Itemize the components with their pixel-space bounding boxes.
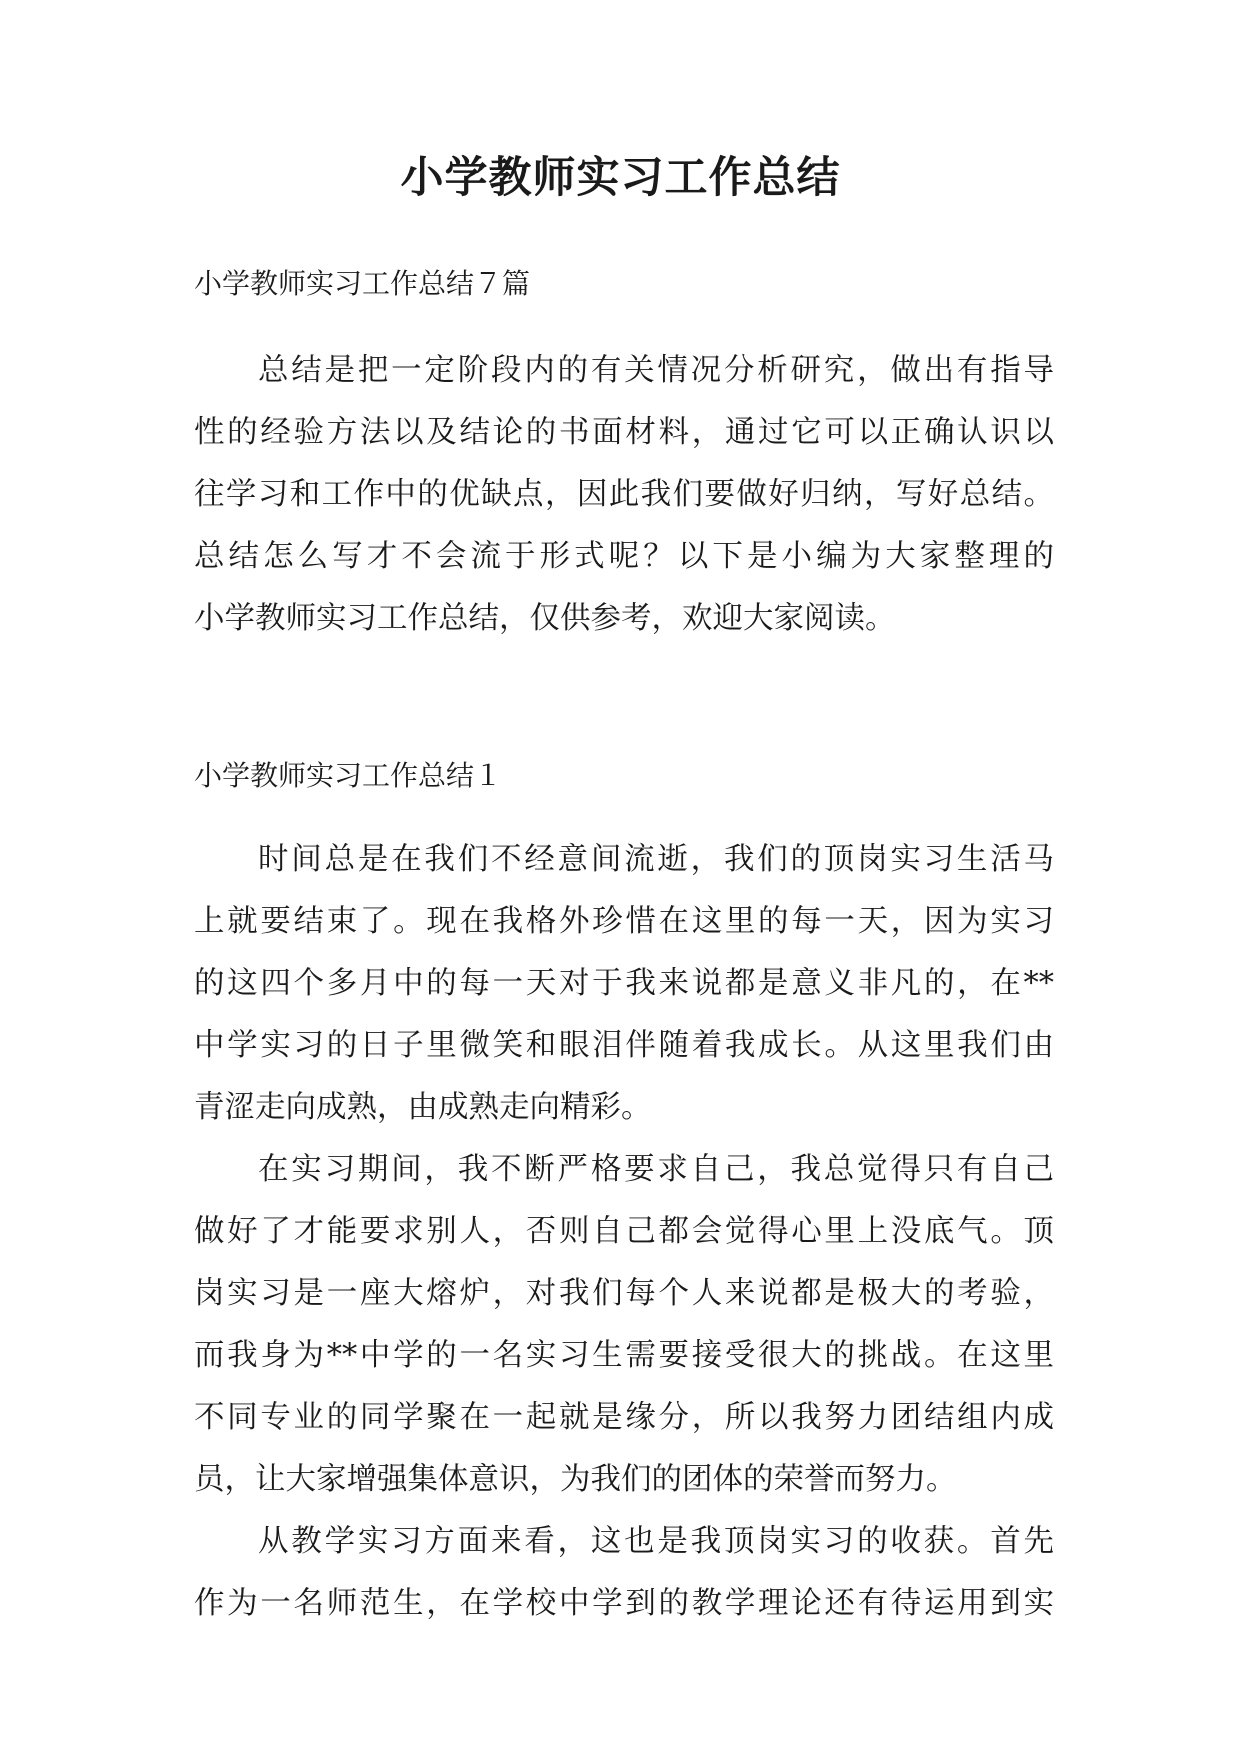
- section-1-heading: 小学教师实习工作总结１: [194, 759, 503, 792]
- paragraph-line: 而我身为**中学的一名实习生需要接受很大的挑战。在这里: [194, 1338, 1054, 1373]
- paragraph-line: 中学实习的日子里微笑和眼泪伴随着我成长。从这里我们由: [194, 1028, 1054, 1063]
- intro-paragraph: [194, 340, 1054, 650]
- section-1-paragraph-2: [194, 1139, 1054, 1511]
- paragraph-line: 作为一名师范生，在学校中学到的教学理论还有待运用到实: [194, 1586, 1054, 1621]
- intro-heading: 小学教师实习工作总结７篇: [194, 267, 531, 300]
- section-1-paragraph-1: [194, 829, 1054, 1139]
- paragraph-line: 员，让大家增强集体意识，为我们的团体的荣誉而努力。: [194, 1462, 957, 1497]
- paragraph-line: 性的经验方法以及结论的书面材料，通过它可以正确认识以: [194, 415, 1054, 450]
- paragraph-line: 从教学实习方面来看，这也是我顶岗实习的收获。首先: [258, 1524, 1054, 1559]
- paragraph-line: 做好了才能要求别人，否则自己都会觉得心里上没底气。顶: [194, 1214, 1054, 1249]
- paragraph-line: 总结是把一定阶段内的有关情况分析研究，做出有指导: [258, 353, 1054, 388]
- paragraph-line: 在实习期间，我不断严格要求自己，我总觉得只有自己: [258, 1152, 1054, 1187]
- paragraph-line: 往学习和工作中的优缺点，因此我们要做好归纳，写好总结。: [194, 477, 1054, 512]
- paragraph-line: 小学教师实习工作总结，仅供参考，欢迎大家阅读。: [194, 601, 896, 636]
- paragraph-line: 青涩走向成熟，由成熟走向精彩。: [194, 1090, 652, 1125]
- paragraph-line: 上就要结束了。现在我格外珍惜在这里的每一天，因为实习: [194, 904, 1054, 939]
- paragraph-line: 时间总是在我们不经意间流逝，我们的顶岗实习生活马: [258, 842, 1054, 877]
- paragraph-line: 岗实习是一座大熔炉，对我们每个人来说都是极大的考验，: [194, 1276, 1054, 1311]
- paragraph-line: 总结怎么写才不会流于形式呢？以下是小编为大家整理的: [194, 539, 1054, 574]
- paragraph-line: 的这四个多月中的每一天对于我来说都是意义非凡的，在**: [194, 966, 1054, 1001]
- section-1-paragraph-3: [194, 1511, 1054, 1635]
- paragraph-line: 不同专业的同学聚在一起就是缘分，所以我努力团结组内成: [194, 1400, 1054, 1435]
- document-title: 小学教师实习工作总结: [400, 153, 841, 203]
